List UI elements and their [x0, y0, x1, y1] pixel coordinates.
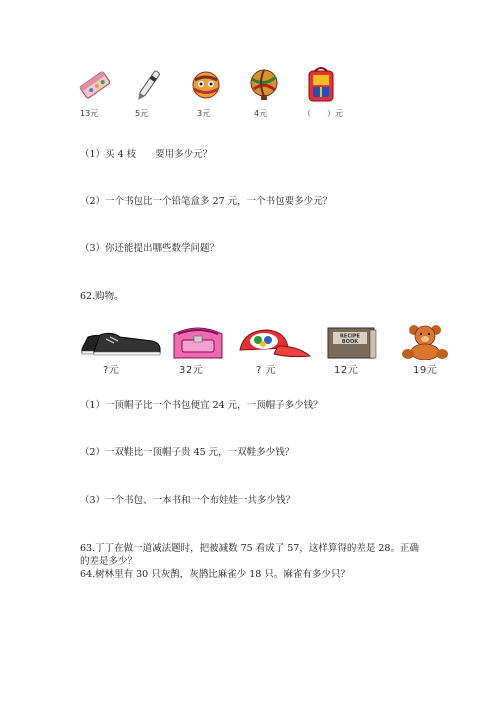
ball-icon: [248, 67, 280, 101]
cap-icon: [234, 326, 312, 360]
question-1-3: （3）你还能提出哪些数学问题？: [80, 243, 220, 254]
price-ball-toy: 3元: [197, 109, 211, 118]
backpack-icon: [305, 65, 337, 103]
pencil-case-icon: [78, 68, 112, 102]
price-cap: ? 元: [256, 365, 276, 376]
price-schoolbag: 32元: [179, 365, 204, 376]
question-62-2: （2）一双鞋比一顶帽子贵 45 元，一双鞋多少钱？: [80, 447, 295, 458]
price-pencil-case: 13元: [80, 109, 99, 118]
recipe-book-icon: [326, 326, 378, 360]
problem-64: 64.树林里有 30 只灰鹊，灰鹊比麻雀少 18 只。麻雀有多少只？: [80, 569, 350, 580]
question-1-2: （2）一个书包比一个铅笔盒多 27 元，一个书包要多少元？: [80, 196, 333, 207]
question-62-3: （3）一个书包、一本书和一个布娃娃一共多少钱？: [80, 495, 296, 506]
ball-toy-icon: [189, 68, 223, 102]
question-1-1: （1）买 4 枝 要用多少元？: [80, 149, 213, 160]
pen-icon: [135, 67, 161, 105]
recipe-cover-text-2: BOOK: [341, 339, 359, 345]
problem-63-line-1: 63.丁丁在做一道减法题时，把被减数 75 看成了 57，这样算得的差是 28。正确: [80, 543, 419, 554]
schoolbag-icon: [168, 324, 228, 362]
question-62-1: （1）一顶帽子比一个书包便宜 24 元，一顶帽子多少钱？: [80, 400, 323, 411]
price-book: 12元: [334, 365, 359, 376]
recipe-cover-text-1: RECIPE: [340, 333, 360, 340]
price-teddy-bear: 19元: [413, 365, 438, 376]
price-ball: 4元: [254, 109, 268, 118]
problem-63-line-2: 的差是多少？: [80, 556, 138, 567]
problem-62-title: 62.购物。: [80, 291, 124, 302]
price-pen: 5元: [135, 109, 149, 118]
shoes-icon: [80, 327, 162, 357]
teddy-bear-icon: [396, 322, 456, 360]
price-shoes: ?元: [103, 365, 120, 376]
price-backpack: （ ）元: [303, 109, 343, 118]
